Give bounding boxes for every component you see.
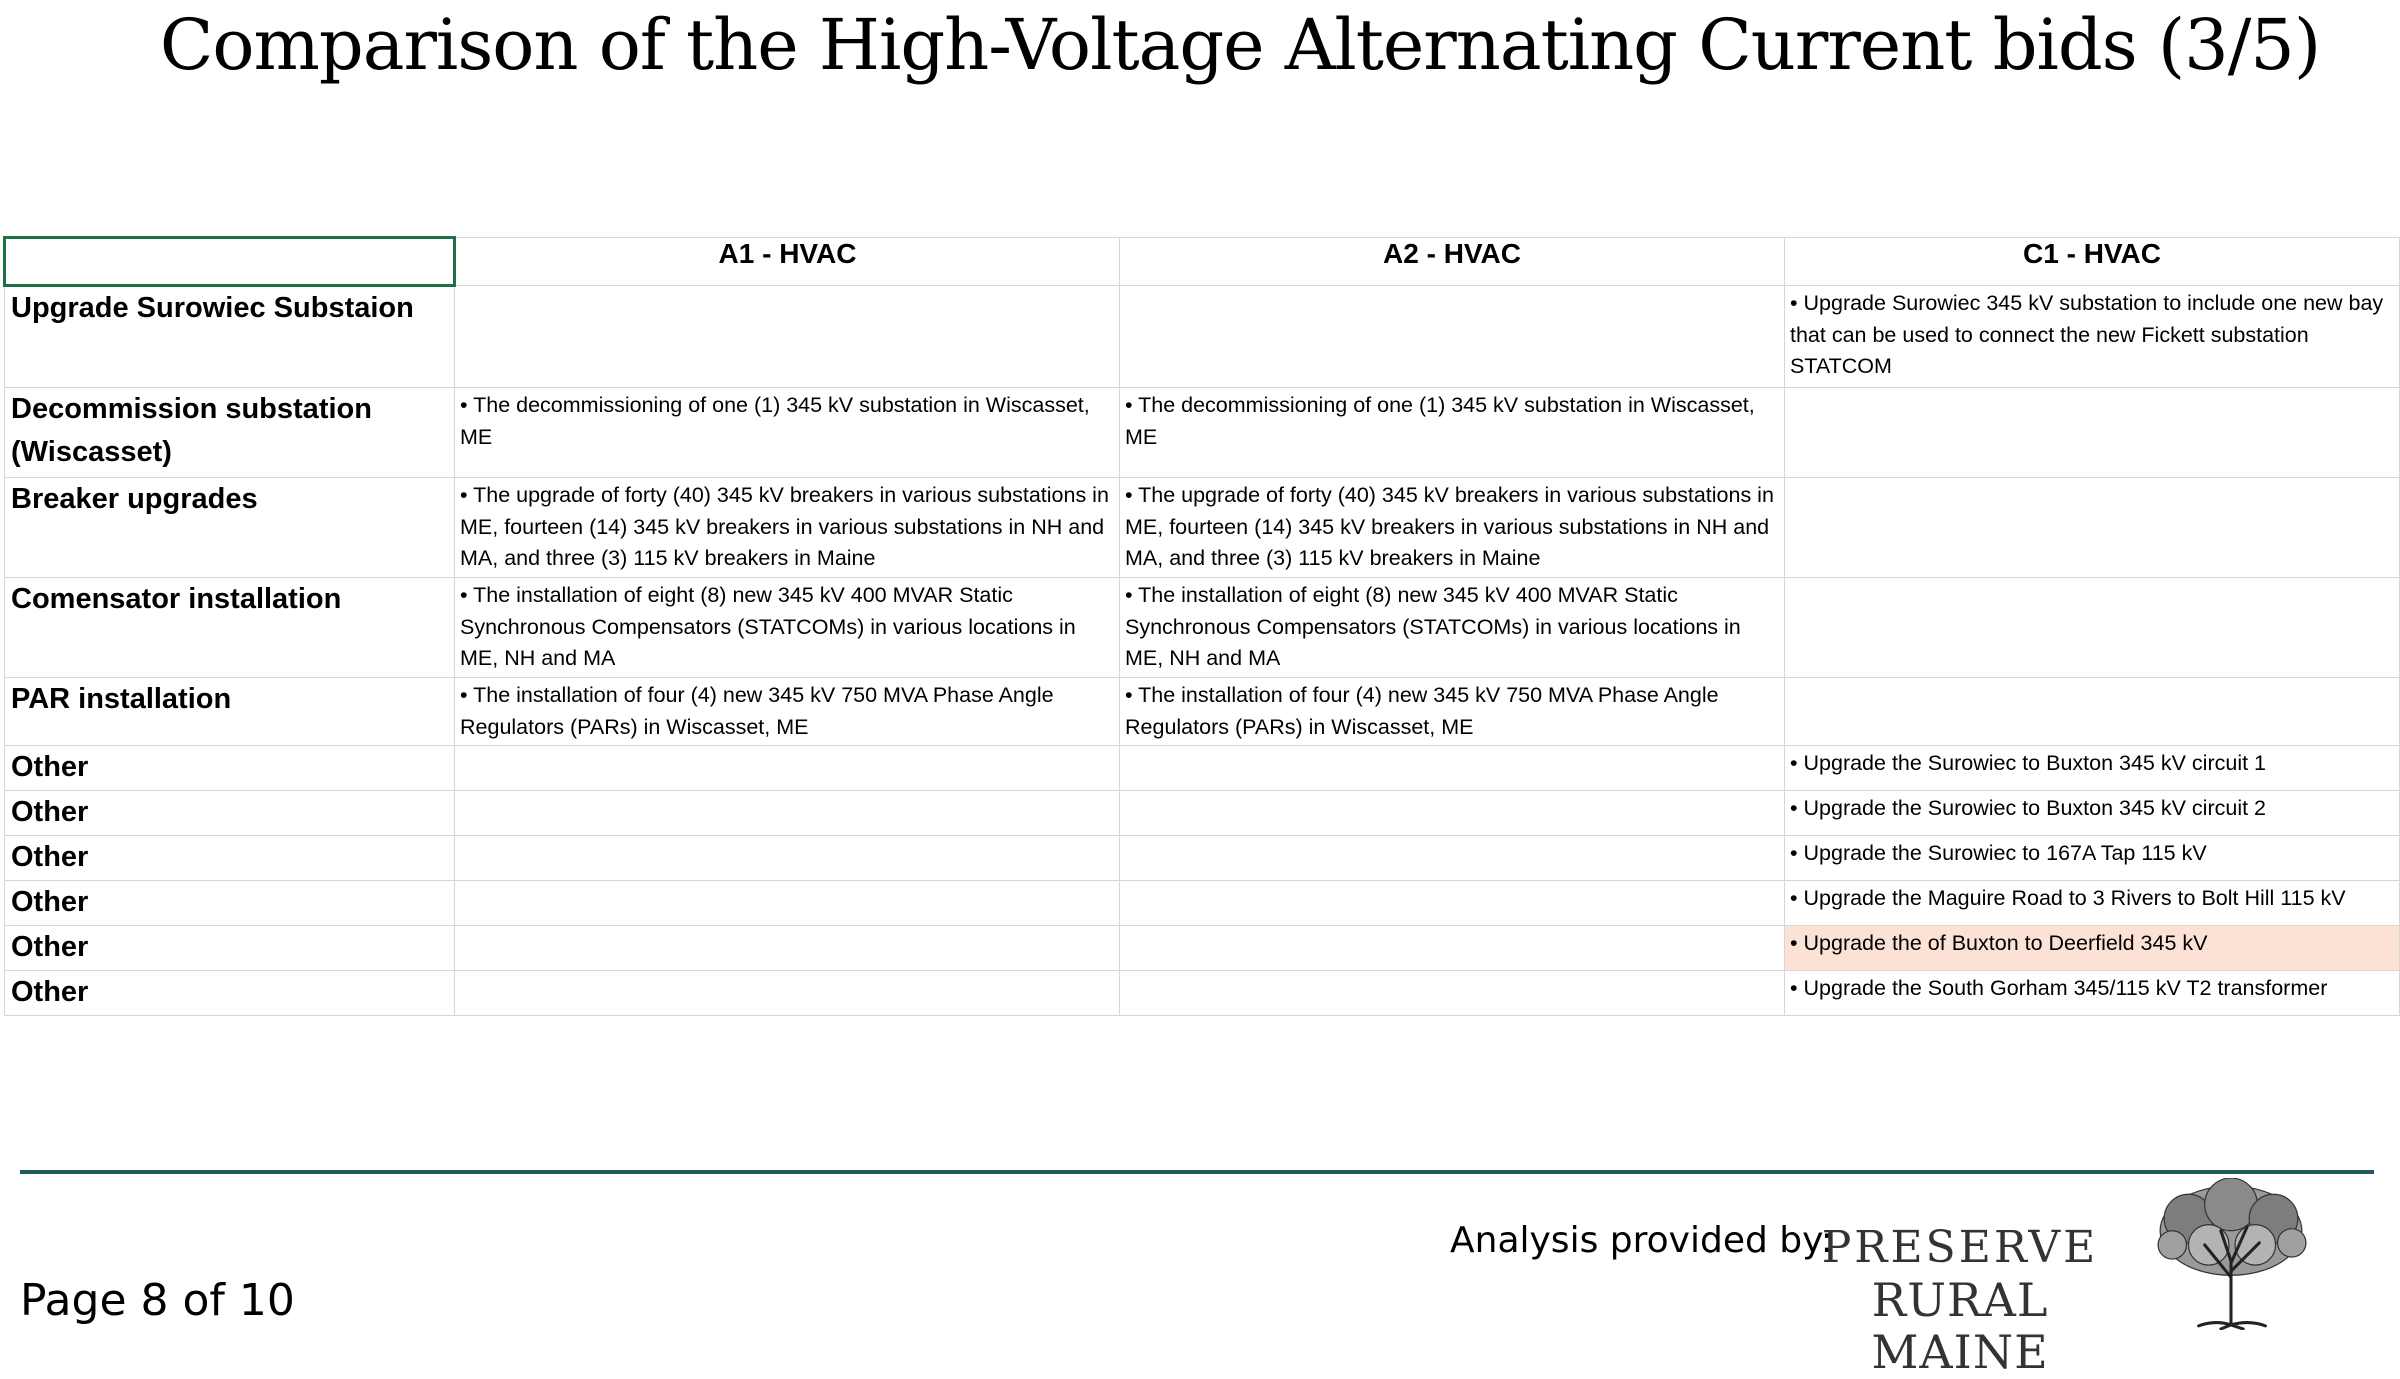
table-row bbox=[5, 881, 2400, 926]
table-header-row bbox=[5, 238, 2400, 286]
preserve-rural-maine-logo bbox=[1795, 1222, 2125, 1378]
analysis-credit: Analysis provided by: bbox=[1450, 1220, 1833, 1261]
cell-c1: • Upgrade the Surowiec to Buxton 345 kV circuit 1 bbox=[1785, 746, 2400, 791]
cell-a1 bbox=[455, 286, 1120, 388]
row-label: Other bbox=[5, 926, 455, 971]
cell-a2: • The decommissioning of one (1) 345 kV substation in Wiscasset, ME bbox=[1120, 388, 1785, 478]
row-label: Comensator installation bbox=[5, 578, 455, 678]
cell-a2: • The installation of four (4) new 345 kV 750 MVA Phase Angle Regulators (PARs) in Wiscasset, ME bbox=[1120, 678, 1785, 746]
table-row bbox=[5, 971, 2400, 1016]
cell-a1 bbox=[455, 926, 1120, 971]
cell-a1 bbox=[455, 791, 1120, 836]
cell-a2: • The upgrade of forty (40) 345 kV breakers in various substations in ME, fourteen (14) 345 kV breakers in various substations in NH and MA, and three (3) 115 kV breakers in Maine bbox=[1120, 478, 1785, 578]
cell-a1: • The installation of four (4) new 345 kV 750 MVA Phase Angle Regulators (PARs) in Wiscasset, ME bbox=[455, 678, 1120, 746]
row-label: Other bbox=[5, 836, 455, 881]
cell-c1 bbox=[1785, 388, 2400, 478]
row-label: Other bbox=[5, 791, 455, 836]
cell-c1 bbox=[1785, 578, 2400, 678]
logo-line-1: PRESERVE bbox=[1821, 1222, 2099, 1273]
table-row bbox=[5, 926, 2400, 971]
cell-c1 bbox=[1785, 478, 2400, 578]
cell-c1: • Upgrade the South Gorham 345/115 kV T2 transformer bbox=[1785, 971, 2400, 1016]
row-label: Breaker upgrades bbox=[5, 478, 455, 578]
table-row bbox=[5, 791, 2400, 836]
column-header-a2: A2 - HVAC bbox=[1120, 238, 1785, 286]
cell-a2: • The installation of eight (8) new 345 kV 400 MVAR Static Synchronous Compensators (STATCOMs) in various locations in ME, NH and MA bbox=[1120, 578, 1785, 678]
table-row bbox=[5, 836, 2400, 881]
row-label: Other bbox=[5, 881, 455, 926]
cell-a1 bbox=[455, 971, 1120, 1016]
table-row bbox=[5, 578, 2400, 678]
cell-a1 bbox=[455, 836, 1120, 881]
cell-a2 bbox=[1120, 836, 1785, 881]
logo-line-2: RURAL MAINE bbox=[1871, 1273, 2049, 1379]
tree-icon bbox=[2150, 1178, 2312, 1330]
table-row bbox=[5, 388, 2400, 478]
cell-c1: • Upgrade the Maguire Road to 3 Rivers to Bolt Hill 115 kV bbox=[1785, 881, 2400, 926]
cell-a2 bbox=[1120, 286, 1785, 388]
page-number: Page 8 of 10 bbox=[20, 1275, 295, 1326]
row-label: Upgrade Surowiec Substaion bbox=[5, 286, 455, 388]
table-row bbox=[5, 678, 2400, 746]
cell-a1: • The upgrade of forty (40) 345 kV breakers in various substations in ME, fourteen (14) 345 kV breakers in various substations in NH and MA, and three (3) 115 kV breakers in Maine bbox=[455, 478, 1120, 578]
table-row bbox=[5, 286, 2400, 388]
row-label: Other bbox=[5, 746, 455, 791]
cell-a2 bbox=[1120, 971, 1785, 1016]
column-header-a1: A1 - HVAC bbox=[455, 238, 1120, 286]
cell-c1-highlighted: • Upgrade the of Buxton to Deerfield 345 kV bbox=[1785, 926, 2400, 971]
row-label: Other bbox=[5, 971, 455, 1016]
page-title: Comparison of the High-Voltage Alternating Current bids (3/5) bbox=[159, 4, 2321, 86]
table-row bbox=[5, 746, 2400, 791]
row-label: PAR installation bbox=[5, 678, 455, 746]
table-row bbox=[5, 478, 2400, 578]
cell-a2 bbox=[1120, 746, 1785, 791]
cell-a1 bbox=[455, 746, 1120, 791]
selected-cell[interactable] bbox=[5, 238, 455, 286]
footer-divider bbox=[20, 1170, 2374, 1174]
row-label: Decommission substation (Wiscasset) bbox=[5, 388, 455, 478]
cell-a1 bbox=[455, 881, 1120, 926]
cell-c1: • Upgrade the Surowiec to 167A Tap 115 kV bbox=[1785, 836, 2400, 881]
cell-c1: • Upgrade the Surowiec to Buxton 345 kV circuit 2 bbox=[1785, 791, 2400, 836]
cell-a1: • The decommissioning of one (1) 345 kV substation in Wiscasset, ME bbox=[455, 388, 1120, 478]
cell-c1 bbox=[1785, 678, 2400, 746]
comparison-table bbox=[3, 236, 2400, 1016]
cell-c1: • Upgrade Surowiec 345 kV substation to include one new bay that can be used to connect the new Fickett substation STATCOM bbox=[1785, 286, 2400, 388]
cell-a2 bbox=[1120, 881, 1785, 926]
cell-a2 bbox=[1120, 791, 1785, 836]
cell-a2 bbox=[1120, 926, 1785, 971]
column-header-c1: C1 - HVAC bbox=[1785, 238, 2400, 286]
cell-a1: • The installation of eight (8) new 345 kV 400 MVAR Static Synchronous Compensators (STATCOMs) in various locations in ME, NH and MA bbox=[455, 578, 1120, 678]
